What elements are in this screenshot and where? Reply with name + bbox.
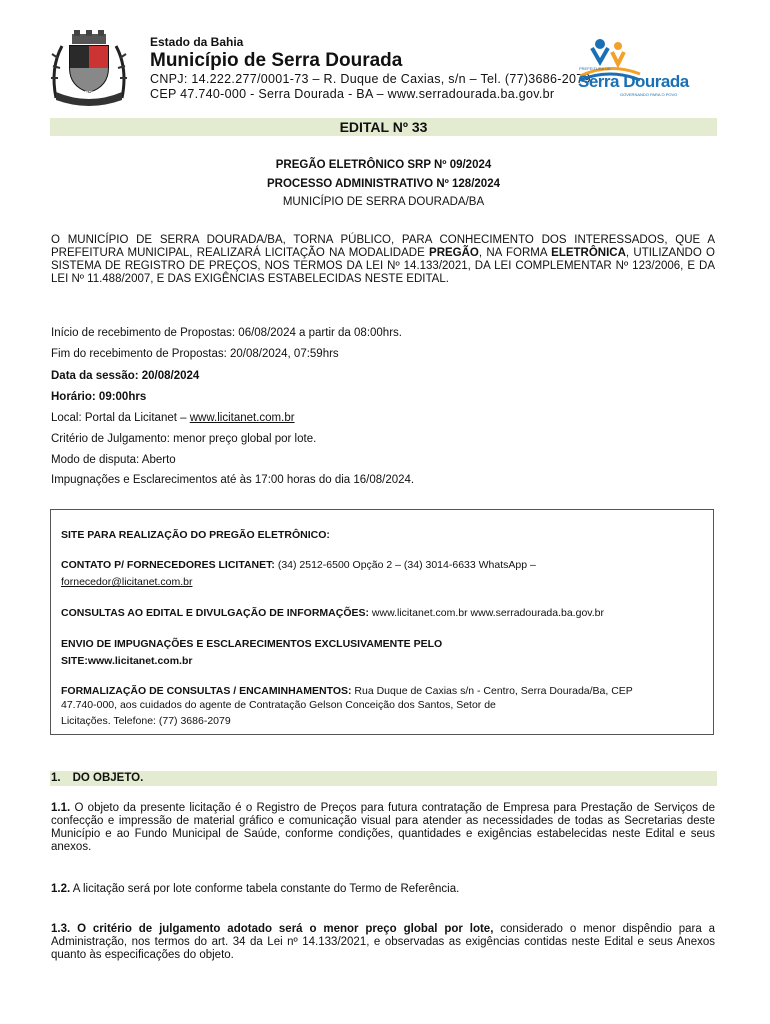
crest-motto: SERRA DOURADA xyxy=(66,91,111,97)
header-cnpj-line: CNPJ: 14.222.277/0001-73 – R. Duque de Caxias, s/n – Tel. (77)3686-2079 xyxy=(150,72,591,86)
intro-text-3: , UTILIZANDO O SISTEMA DE REGISTRO DE PREÇOS, NOS TERMOS DA LEI Nº 14.133/2021, DA LEI COMPLEMENTAR Nº 123/2006, E DA LEI Nº 11.488/2007, E DAS EXIGÊNCIAS ESTABELECIDAS NESTE EDITAL. xyxy=(51,247,715,285)
box-formalizacao-line3: Licitações. Telefone: (77) 3686-2079 xyxy=(61,715,231,727)
box-formalizacao xyxy=(61,685,633,697)
item-1-2-number: 1.2. xyxy=(51,883,71,895)
consultas-label: CONSULTAS AO EDITAL E DIVULGAÇÃO DE INFORMAÇÕES: xyxy=(61,607,370,619)
item-1-1-text: O objeto da presente licitação é o Registro de Preços para futura contratação de Empresa para Prestação de Serviços de confecção e impressão de material gráfico e comunicação visual para atender as necessidades de todas as Secretarias deste Município e ao Fundo Municipal de Saúde, conforme condições, quantidades e exigências estabelecidas neste Edital e seus anexos. xyxy=(51,802,715,853)
intro-bold-eletronica: ELETRÔNICA xyxy=(551,247,626,259)
contato-text: (34) 2512-6500 Opção 2 – (34) 3014-6633 WhatsApp – xyxy=(274,559,536,571)
logo-main-text: Serra Dourada xyxy=(578,72,689,91)
box-formalizacao-line2: 47.740-000, aos cuidados do agente de Contratação Gelson Conceição dos Santos, Setor de xyxy=(61,699,496,711)
header-state: Estado da Bahia xyxy=(150,35,244,49)
header-municipality: Município de Serra Dourada xyxy=(150,50,403,71)
section1-bar xyxy=(50,771,717,786)
horario: Horário: 09:00hrs xyxy=(51,391,147,403)
box-contato xyxy=(61,559,536,571)
box-envio-line2: SITE:www.licitanet.com.br xyxy=(61,655,193,667)
header-cep-line: CEP 47.740-000 - Serra Dourada - BA – www.serradourada.ba.gov.br xyxy=(150,87,555,101)
edital-title: EDITAL Nº 33 xyxy=(339,119,428,135)
municipio-subtitle: MUNICÍPIO DE SERRA DOURADA/BA xyxy=(282,196,485,208)
item-1-3 xyxy=(51,923,715,962)
licitanet-link[interactable]: www.licitanet.com.br xyxy=(189,412,295,424)
local-label: Local: Portal da Licitanet – xyxy=(51,412,190,424)
item-1-3-bold: O critério de julgamento adotado será o menor preço global por lote, xyxy=(70,923,494,935)
item-1-2-text: A licitação será por lote conforme tabela constante do Termo de Referência. xyxy=(70,883,460,895)
formalizacao-text-1: Rua Duque de Caxias s/n - Centro, Serra Dourada/Ba, CEP xyxy=(351,685,633,697)
intro-text-2: , NA FORMA xyxy=(478,247,552,259)
serra-dourada-logo xyxy=(578,36,688,100)
item-1-3-number: 1.3. xyxy=(51,923,71,935)
modo-disputa: Modo de disputa: Aberto xyxy=(51,454,176,466)
box-consultas xyxy=(61,607,604,619)
intro-text-1: O MUNICÍPIO DE SERRA DOURADA/BA, TORNA PÚBLICO, PARA CONHECIMENTO DOS INTERESSADOS, QUE A PREFEITURA MUNICIPAL, REALIZARÁ LICITAÇÃO NA MODALIDADE xyxy=(51,234,715,259)
intro-paragraph xyxy=(51,234,715,286)
box-envio-line1: ENVIO DE IMPUGNAÇÕES E ESCLARECIMENTOS EXCLUSIVAMENTE PELO xyxy=(61,638,443,650)
intro-bold-pregao: PREGÃO xyxy=(429,247,479,259)
inicio-propostas: Início de recebimento de Propostas: 06/08/2024 a partir da 08:00hrs. xyxy=(51,327,402,339)
section1-heading xyxy=(51,772,143,784)
box-site-title: SITE PARA REALIZAÇÃO DO PREGÃO ELETRÔNICO: xyxy=(61,529,330,541)
item-1-1-number: 1.1. xyxy=(51,802,71,814)
contato-label: CONTATO P/ FORNECEDORES LICITANET: xyxy=(61,559,275,571)
criterio-julgamento: Critério de Julgamento: menor preço global por lote. xyxy=(51,433,317,445)
section1-number: 1. xyxy=(51,772,61,784)
item-1-1 xyxy=(51,802,715,854)
consultas-text: www.licitanet.com.br www.serradourada.ba.gov.br xyxy=(369,607,605,619)
item-1-2 xyxy=(51,883,715,896)
pregao-subtitle: PREGÃO ELETRÔNICO SRP Nº 09/2024 xyxy=(275,159,492,171)
processo-subtitle: PROCESSO ADMINISTRATIVO Nº 128/2024 xyxy=(267,178,500,190)
data-sessao: Data da sessão: 20/08/2024 xyxy=(51,370,200,382)
impugnacoes-prazo: Impugnações e Esclarecimentos até às 17:00 horas do dia 16/08/2024. xyxy=(51,474,415,486)
fim-propostas: Fim do recebimento de Propostas: 20/08/2024, 07:59hrs xyxy=(51,348,339,360)
logo-small-text: PREFEITURA DE xyxy=(579,66,611,71)
section1-title: DO OBJETO. xyxy=(72,772,144,784)
formalizacao-label: FORMALIZAÇÃO DE CONSULTAS / ENCAMINHAMENTOS: xyxy=(61,685,352,697)
local xyxy=(51,412,295,424)
logo-tagline: GOVERNANDO PARA O POVO xyxy=(620,92,678,97)
fornecedor-email-link[interactable]: fornecedor@licitanet.com.br xyxy=(61,576,193,588)
box-contato-email xyxy=(61,576,192,588)
item-1-3-text: considerado o menor dispêndio para a Administração, nos termos do art. 34 da Lei nº 14.133/2021, e observadas as exigências contidas neste Edital e seus Anexos quanto às especificações do objeto. xyxy=(51,923,715,961)
